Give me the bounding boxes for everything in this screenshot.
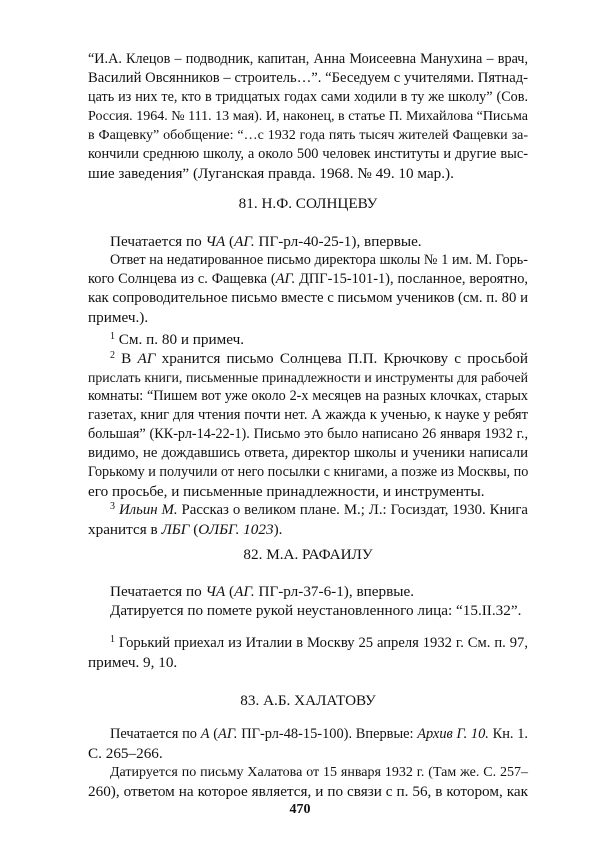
printed-line: Печатается по ЧА (АГ. ПГ-рл-40-25-1), впервые. bbox=[110, 233, 422, 250]
text-line: газетах, книг для чтения почти нет. А жажда к ученью, к науке у ребят bbox=[88, 407, 528, 423]
text-line: шие заведения” (Луганская правда. 1968. № 49. 10 мар.). bbox=[88, 165, 454, 182]
text-line: кого Солнцева из с. Фащевка (АГ. ДПГ-15-101-1), посланное, вероятно, bbox=[88, 271, 528, 287]
text-line: прислать книги, письменные принадлежности и инструменты для рабочей bbox=[88, 370, 528, 385]
text-line: большая” (КК-рл-14-22-1). Письмо это было написано 26 января 1932 г., bbox=[88, 426, 528, 442]
printed-line: Печатается по ЧА (АГ. ПГ-рл-37-6-1), впервые. bbox=[110, 583, 415, 600]
text-line: цать из них те, кто в тридцатых годах сами ходили в ту же школу” (Сов. bbox=[88, 89, 528, 105]
text-line: кончили среднюю школу, а около 500 человек институты и другие выс- bbox=[88, 146, 528, 162]
text-line: 260), ответом на которое является, и по связи с п. 56, в котором, как bbox=[88, 783, 528, 800]
footnote-3: $^3$ Ильин М. Рассказ о великом плане. М.; Л.: Госиздат, 1930. Книга bbox=[110, 501, 528, 518]
text-line: “И.А. Клецов – подводник, капитан, Анна Моисеевна Манухина – врач, bbox=[88, 51, 528, 67]
text-line: Россия. 1964. № 111. 13 мая). И, наконец, в статье П. Михайлова “Письма bbox=[88, 109, 528, 124]
text-line: Датируется по помете рукой неустановленного лица: “15.II.32”. bbox=[110, 602, 522, 619]
printed-line: Печатается по А (АГ. ПГ-рл-48-15-100). Впервые: Архив Г. 10. Кн. 1. bbox=[110, 726, 529, 742]
text-line: Ответ на недатированное письмо директора школы № 1 им. М. Горь- bbox=[110, 252, 528, 268]
section-heading-81: 81. Н.Ф. СОЛНЦЕВУ bbox=[238, 195, 378, 212]
section-heading-83: 83. А.Б. ХАЛАТОВУ bbox=[240, 692, 376, 709]
text-line: примеч. 9, 10. bbox=[88, 654, 178, 671]
text-line: в Фащевку” обобщение: “…с 1932 года пять тысяч жителей Фащевки за- bbox=[88, 128, 528, 143]
text-line: Василий Овсянников – строитель…”. “Беседуем с учителями. Пятнад- bbox=[88, 70, 528, 86]
text-line: его просьбе, и письменные принадлежности, и инструменты. bbox=[88, 483, 485, 500]
text-line: Датируется по письму Халатова от 15 января 1932 г. (Там же. С. 257– bbox=[110, 765, 528, 780]
page-number: 470 bbox=[289, 802, 311, 817]
section-heading-82: 82. М.А. РАФАИЛУ bbox=[243, 546, 373, 563]
text-line: Горькому и получили от него посылки с книгами, а позже из Москвы, по bbox=[88, 464, 529, 480]
text-line: С. 265–266. bbox=[88, 745, 163, 762]
text-line: как сопроводительное письмо вместе с письмом учеников (см. п. 80 и bbox=[88, 290, 529, 306]
text-line: хранится в ЛБГ (ОЛБГ. 1023). bbox=[88, 521, 283, 538]
text-line: видимо, не дождавшись ответа, директор школы и ученики написали bbox=[88, 445, 528, 461]
footnote-1: $^1$ См. п. 80 и примеч. bbox=[110, 331, 245, 348]
text-line: примеч.). bbox=[88, 309, 149, 326]
text-line: комнаты: “Пишем вот уже около 2-х месяцев на разных клочках, старых bbox=[88, 388, 528, 404]
footnote-1: $^1$ Горький приехал из Италии в Москву 25 апреля 1932 г. См. п. 97, bbox=[110, 634, 528, 651]
footnote-2: $^2$ В АГ хранится письмо Солнцева П.П. Крючкову с просьбой bbox=[110, 350, 528, 367]
